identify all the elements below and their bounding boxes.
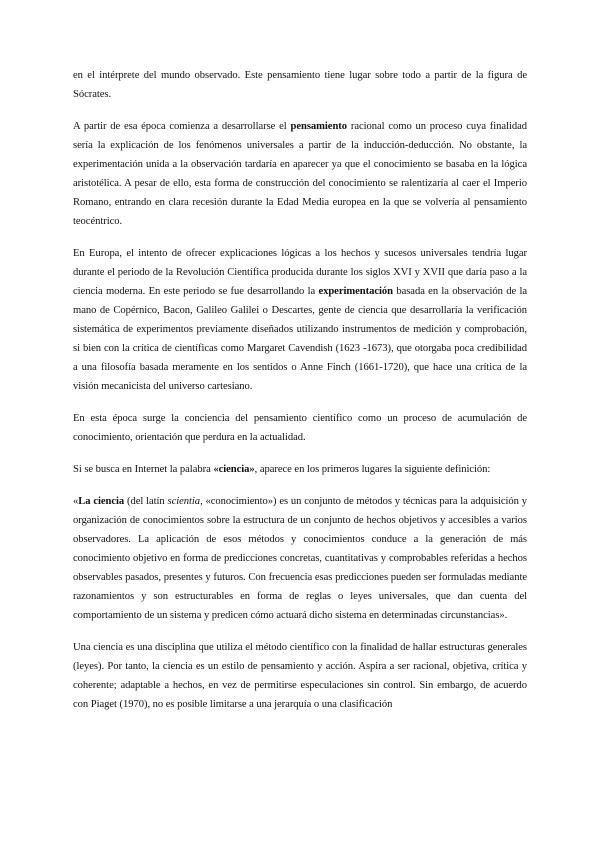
paragraph-5	[73, 460, 527, 479]
bold-term: «ciencia»	[213, 464, 255, 475]
italic-term: scientia	[167, 496, 201, 507]
bold-term: experimentación	[318, 286, 394, 297]
paragraph-6-definition-quote	[73, 492, 527, 625]
text-run: , «conocimiento») es un conjunto de métodos y técnicas para la adquisición y organización de conocimientos sobre la estructura de un conjunto de hechos objetivos y accesibles a varios observadores. La aplicación de esos métodos y conocimientos conduce a la generación de más conocimiento objetivo en forma de predicciones concretas, cuantitativas y comprobables referidas a hechos observables pasados, presentes y futuros. Con frecuencia esas predicciones pueden ser formuladas mediante razonamientos y son estructurables en forma de reglas o leyes universales, que dan cuenta del comportamiento de un sistema y predicen cómo actuará dicho sistema en determinadas circunstancias».	[73, 496, 527, 621]
text-run: En Europa, el intento de ofrecer explicaciones lógicas a los hechos y sucesos universales tendría lugar durante el periodo de la Revolución Científica producida durante los siglos XVI y XVII que daría paso a la ciencia moderna. En este periodo se fue desarrollando la	[73, 248, 527, 297]
bold-term: La ciencia	[78, 496, 125, 507]
paragraph-1	[73, 66, 527, 104]
text-run: A partir de esa época comienza a desarrollarse el	[73, 121, 291, 132]
text-run: , aparece en los primeros lugares la siguiente definición:	[254, 464, 491, 475]
bold-term: pensamiento	[290, 121, 348, 132]
text-run: en el intérprete del mundo observado. Este pensamiento tiene lugar sobre todo a partir de la figura de Sócrates.	[73, 70, 527, 100]
text-run: «	[73, 496, 79, 507]
paragraph-4	[73, 409, 527, 447]
text-run: (del latín	[124, 496, 168, 507]
paragraph-2	[73, 117, 527, 231]
paragraph-3	[73, 244, 527, 396]
text-run: Si se busca en Internet la palabra	[73, 464, 214, 475]
text-run: Una ciencia es una disciplina que utiliza el método científico con la finalidad de hallar estructuras generales (leyes). Por tanto, la ciencia es un estilo de pensamiento y acción. Aspira a ser racional, objetiva, crítica y coherente; adaptable a hechos, en vez de permitirse especulaciones sin control. Sin embargo, de acuerdo con Piaget (1970), no es posible limitarse a una jerarquía o una clasificación	[73, 642, 527, 710]
text-run: En esta época surge la conciencia del pensamiento científico como un proceso de acumulación de conocimiento, orientación que perdura en la actualidad.	[73, 413, 527, 443]
text-run: basada en la observación de la mano de Copérnico, Bacon, Galileo Galilei o Descartes, gente de ciencia que desarrollaría la verificación sistemática de experimentos previamente diseñados utilizando instrumentos de medición y comprobación, si bien con la crítica de científicas como Margaret Cavendish (1623 -1673), que otorgaba poca credibilidad a una filosofía basada meramente en los sentidos o Anne Finch (1661-1720), que hace una crítica de la visión mecanicista del universo cartesiano.	[73, 286, 527, 392]
document-page	[73, 66, 527, 727]
text-run: racional como un proceso cuya finalidad sería la explicación de los fenómenos universales a partir de la inducción-deducción. No obstante, la experimentación unida a la observación tardaría en aparecer ya que el conocimiento se basaba en la lógica aristotélica. A pesar de ello, esta forma de construcción del conocimiento se ralentizaría al caer el Imperio Romano, entrando en clara recesión durante la Edad Media europea en la que se volvería al pensamiento teocéntrico.	[73, 121, 527, 227]
paragraph-7	[73, 638, 527, 714]
